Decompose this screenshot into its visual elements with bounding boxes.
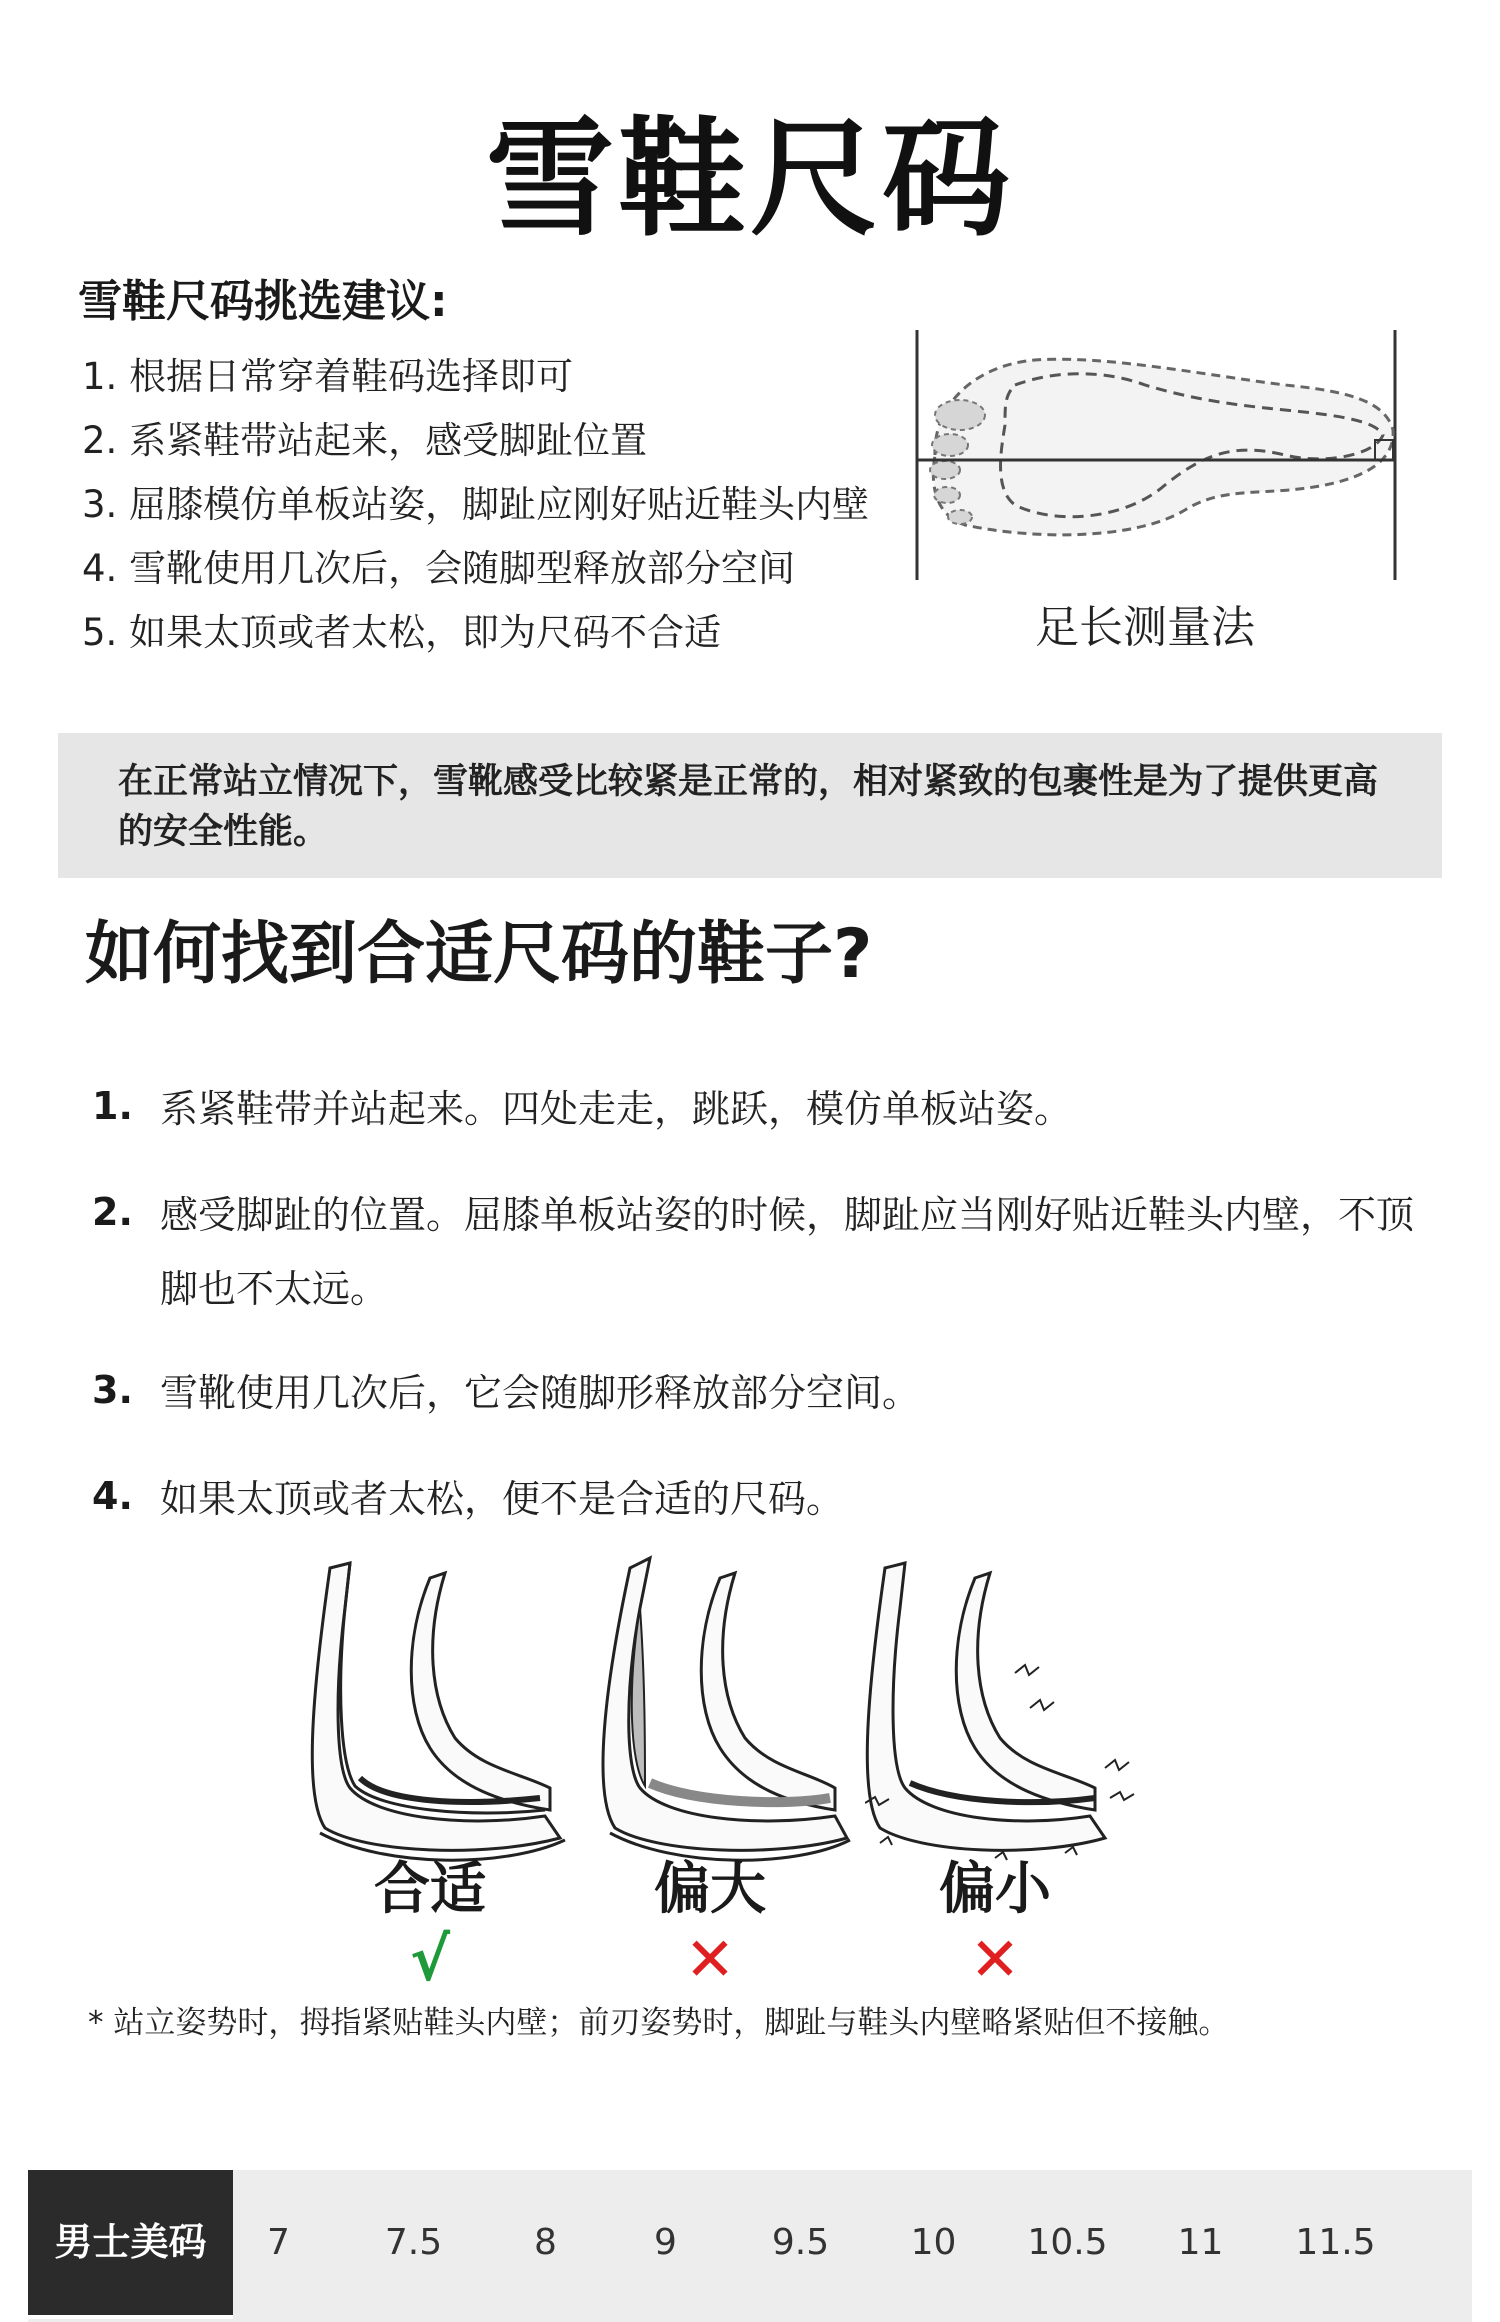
fit-step — [92, 1356, 1432, 1430]
advice-item: 2. 系紧鞋带站起来，感受脚趾位置 — [82, 419, 648, 462]
note-box — [58, 733, 1442, 878]
fit-label-too-small: 偏小 — [939, 1857, 1051, 1922]
step-text: 雪靴使用几次后，它会随脚形释放部分空间。 — [160, 1371, 921, 1415]
step-text: 系紧鞋带并站起来。四处走走，跳跃，模仿单板站姿。 — [160, 1087, 1073, 1131]
step-number: 3. — [92, 1368, 133, 1412]
size-table-header: 男士美码 — [28, 2170, 233, 2315]
advice-item: 5. 如果太顶或者太松，即为尺码不合适 — [82, 611, 722, 654]
advice-item: 4. 雪靴使用几次后，会随脚型释放部分空间 — [82, 547, 796, 590]
advice-item: 1. 根据日常穿着鞋码选择即可 — [82, 355, 574, 398]
advice-item: 3. 屈膝模仿单板站姿，脚趾应刚好贴近鞋头内壁 — [82, 483, 870, 526]
step-number: 1. — [92, 1084, 133, 1128]
size-table-row — [28, 2170, 1472, 2322]
fit-step — [92, 1178, 1432, 1328]
step-number: 2. — [92, 1190, 133, 1234]
page-title: 雪鞋尺码 — [485, 105, 1014, 254]
size-cell: 8 — [534, 2222, 557, 2263]
advice-list — [82, 345, 902, 665]
step-number: 4. — [92, 1474, 133, 1518]
fit-step — [92, 1072, 1432, 1146]
fit-section-heading: 如何找到合适尺码的鞋子? — [85, 915, 873, 994]
size-cell: 9.5 — [771, 2222, 830, 2263]
footnote: * 站立姿势时，拇指紧贴鞋头内壁；前刃姿势时，脚趾与鞋头内壁略紧贴但不接触。 — [88, 2005, 1230, 2041]
fit-label-correct: 合适 — [374, 1857, 486, 1922]
step-text: 如果太顶或者太松，便不是合适的尺码。 — [160, 1477, 845, 1521]
size-cell: 7 — [267, 2222, 290, 2263]
size-cell: 10 — [910, 2222, 957, 2263]
advice-heading: 雪鞋尺码挑选建议: — [78, 276, 448, 327]
size-cell: 9 — [654, 2222, 677, 2263]
cross-icon: ✕ — [969, 1925, 1021, 1995]
size-cell: 11.5 — [1295, 2222, 1376, 2263]
boot-fit-too-small-illustration — [865, 1548, 1135, 1878]
fit-label-too-big: 偏大 — [654, 1857, 766, 1922]
size-cell: 10.5 — [1027, 2222, 1108, 2263]
size-table-divider — [28, 2315, 233, 2319]
size-cell: 11 — [1177, 2222, 1224, 2263]
size-cell: 7.5 — [384, 2222, 443, 2263]
fit-step — [92, 1462, 1432, 1536]
cross-icon: ✕ — [684, 1925, 736, 1995]
note-text: 在正常站立情况下，雪靴感受比较紧是正常的，相对紧致的包裹性是为了提供更高的安全性能。 — [118, 762, 1379, 852]
foot-measurement-caption: 足长测量法 — [1035, 602, 1255, 653]
check-icon: √ — [409, 1925, 451, 1995]
foot-measurement-illustration — [905, 325, 1410, 585]
boot-fit-correct-illustration — [305, 1548, 575, 1878]
boot-fit-too-big-illustration — [585, 1548, 855, 1878]
step-text: 感受脚趾的位置。屈膝单板站姿的时候，脚趾应当刚好贴近鞋头内壁，不顶脚也不太远。 — [160, 1193, 1415, 1311]
